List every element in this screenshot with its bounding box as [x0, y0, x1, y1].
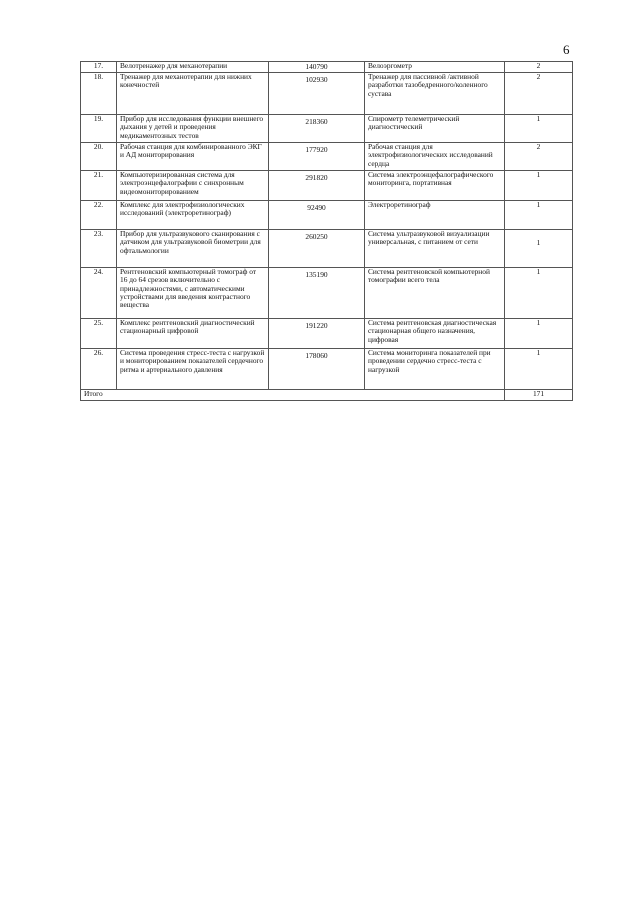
equipment-name: Прибор для ультразвукового сканирования с датчиком для ультразвуковой биометрии для офтальмологии [117, 230, 269, 268]
row-number: 22. [81, 201, 117, 230]
row-number: 20. [81, 143, 117, 171]
table-row [81, 201, 573, 230]
equipment-code: 92490 [269, 201, 365, 230]
table-row [81, 115, 573, 143]
row-number: 17. [81, 62, 117, 73]
equipment-type: Система электроэнцефалографического мониторинга, портативная [365, 171, 505, 201]
equipment-type: Тренажер для пассивной /активной разработки тазобедренного/коленного сустава [365, 73, 505, 115]
equipment-code: 218360 [269, 115, 365, 143]
equipment-code: 291820 [269, 171, 365, 201]
row-number: 23. [81, 230, 117, 268]
equipment-type: Спирометр телеметрический диагностический [365, 115, 505, 143]
table-row [81, 73, 573, 115]
table-row [81, 143, 573, 171]
equipment-quantity: 2 [505, 143, 573, 171]
equipment-type: Рабочая станция для электрофизиологических исследований сердца [365, 143, 505, 171]
table-row [81, 319, 573, 349]
equipment-quantity: 2 [505, 62, 573, 73]
equipment-code: 140790 [269, 62, 365, 73]
equipment-code: 177920 [269, 143, 365, 171]
table-row [81, 349, 573, 390]
total-quantity: 171 [505, 390, 573, 401]
total-label: Итого [81, 390, 505, 401]
total-row [81, 390, 573, 401]
equipment-name: Тренажер для механотерапии для нижних конечностей [117, 73, 269, 115]
equipment-quantity: 2 [505, 73, 573, 115]
equipment-code: 191220 [269, 319, 365, 349]
equipment-type: Велоэргометр [365, 62, 505, 73]
equipment-code: 135190 [269, 268, 365, 319]
row-number: 21. [81, 171, 117, 201]
equipment-quantity: 1 [505, 171, 573, 201]
equipment-quantity: 1 [505, 268, 573, 319]
equipment-type: Система рентгеновская диагностическая стационарная общего назначения, цифровая [365, 319, 505, 349]
equipment-quantity: 1 [505, 230, 573, 268]
equipment-name: Компьютеризированная система для электроэнцефалографии с синхронным видеомониторированием [117, 171, 269, 201]
row-number: 18. [81, 73, 117, 115]
equipment-name: Рабочая станция для комбинированного ЭКГ и АД мониторирования [117, 143, 269, 171]
row-number: 24. [81, 268, 117, 319]
equipment-type: Система ультразвуковой визуализации универсальная, с питанием от сети [365, 230, 505, 268]
page-number: 6 [563, 42, 570, 57]
equipment-name: Система проведения стресс-теста с нагрузкой и мониторированием показателей сердечного ритма и артериального давления [117, 349, 269, 390]
equipment-code: 178060 [269, 349, 365, 390]
equipment-name: Прибор для исследования функции внешнего дыхания у детей и проведения медикаментозных тестов [117, 115, 269, 143]
equipment-name: Велотренажер для механотерапии [117, 62, 269, 73]
equipment-quantity: 1 [505, 201, 573, 230]
equipment-quantity: 1 [505, 319, 573, 349]
equipment-name: Комплекс для электрофизиологических исследований (электроретинограф) [117, 201, 269, 230]
equipment-type: Система рентгеновской компьютерной томографии всего тела [365, 268, 505, 319]
equipment-name: Комплекс рентгеновский диагностический стационарный цифровой [117, 319, 269, 349]
equipment-quantity: 1 [505, 115, 573, 143]
table-row [81, 268, 573, 319]
equipment-name: Рентгеновский компьютерный томограф от 16 до 64 срезов включительно с принадлежностями, с автоматическими устройствами для введения контрастного вещества [117, 268, 269, 319]
row-number: 26. [81, 349, 117, 390]
equipment-table [80, 61, 573, 401]
equipment-type: Система мониторинга показателей при проведении сердечно стресс-теста с нагрузкой [365, 349, 505, 390]
equipment-code: 260250 [269, 230, 365, 268]
row-number: 25. [81, 319, 117, 349]
table-row [81, 62, 573, 73]
equipment-type: Электроретинограф [365, 201, 505, 230]
equipment-quantity: 1 [505, 349, 573, 390]
equipment-code: 102930 [269, 73, 365, 115]
row-number: 19. [81, 115, 117, 143]
table-row [81, 171, 573, 201]
table-row [81, 230, 573, 268]
